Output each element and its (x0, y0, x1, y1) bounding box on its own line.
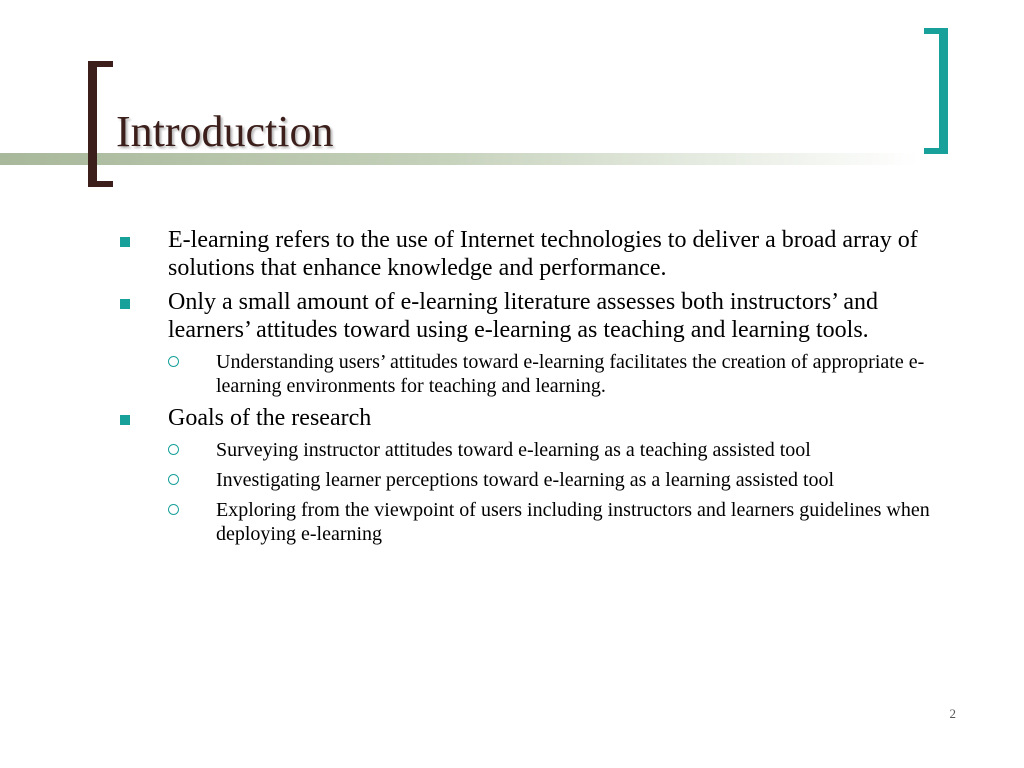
bullet-item (118, 404, 958, 432)
sub-bullet-text: Exploring from the viewpoint of users including instructors and learners guidelines when deploying e-learning (216, 499, 930, 545)
right-bracket-decoration (924, 28, 948, 154)
square-bullet-icon (120, 415, 130, 425)
page-number: 2 (949, 706, 956, 721)
square-bullet-icon (120, 237, 130, 247)
bullet-item (118, 288, 958, 344)
circle-bullet-icon (168, 504, 179, 515)
bullet-text: Only a small amount of e-learning literature assesses both instructors’ and learners’ attitudes toward using e-learning as teaching and learning tools. (168, 289, 879, 343)
slide-title: Introduction (116, 107, 334, 156)
sub-bullet-item (118, 468, 958, 492)
sub-bullet-text: Understanding users’ attitudes toward e-learning facilitates the creation of appropriate e-learning environments for teaching and learning. (216, 351, 925, 397)
bullet-text: E-learning refers to the use of Internet technologies to deliver a broad array of solutions that enhance knowledge and performance. (168, 227, 918, 281)
bullet-item (118, 226, 958, 282)
sub-bullet-item (118, 438, 958, 462)
slide-content (118, 226, 958, 552)
circle-bullet-icon (168, 356, 179, 367)
sub-bullet-item (118, 350, 958, 398)
sub-bullet-item (118, 498, 958, 546)
left-bracket-decoration (88, 61, 113, 187)
sub-bullet-text: Investigating learner perceptions toward e-learning as a learning assisted tool (216, 469, 835, 491)
circle-bullet-icon (168, 444, 179, 455)
circle-bullet-icon (168, 474, 179, 485)
bullet-text: Goals of the research (168, 405, 372, 431)
sub-bullet-text: Surveying instructor attitudes toward e-learning as a teaching assisted tool (216, 439, 811, 461)
square-bullet-icon (120, 299, 130, 309)
